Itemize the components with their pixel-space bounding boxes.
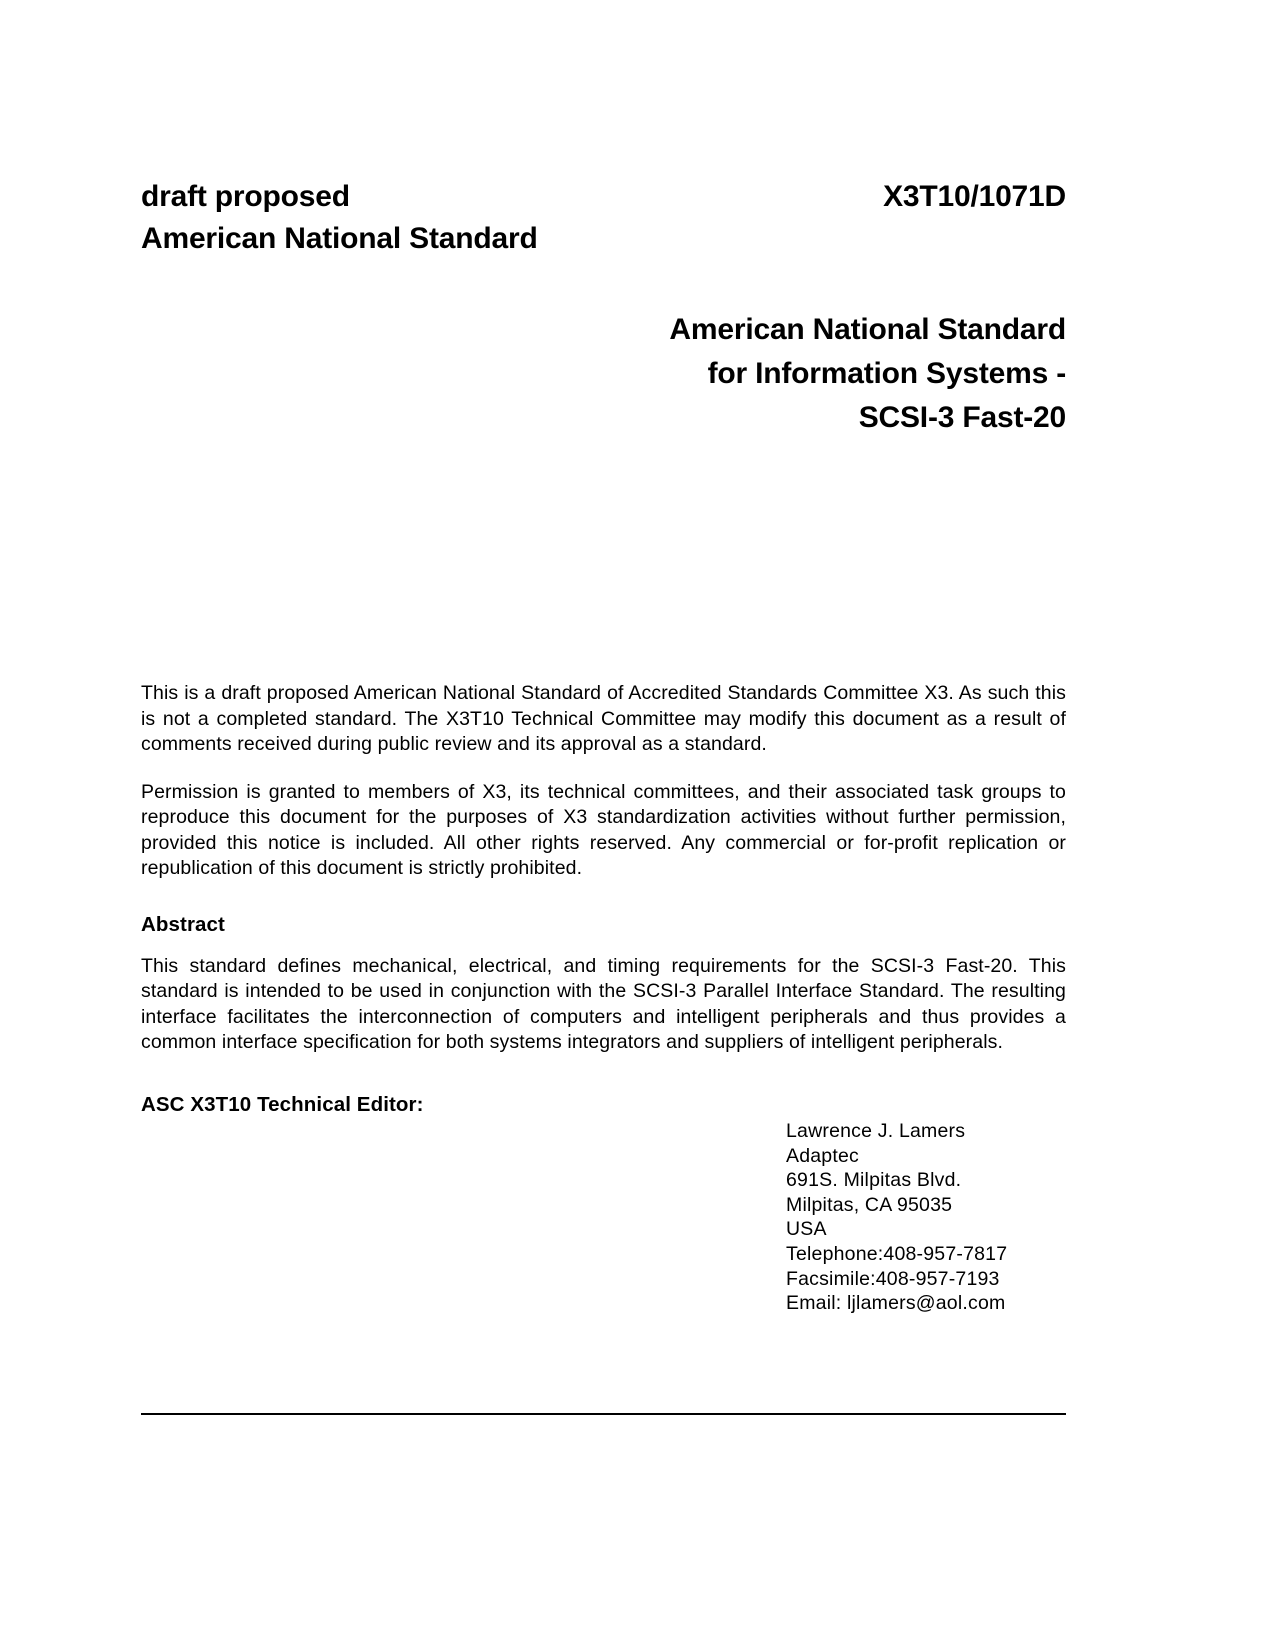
draft-kicker-line1: draft proposed: [141, 180, 350, 213]
page-title: [300, 308, 1066, 440]
abstract-heading: Abstract: [141, 912, 225, 936]
contact-country: USA: [786, 1218, 827, 1241]
contact-email: Email: ljlamers@aol.com: [786, 1292, 1006, 1315]
page-title-line2: for Information Systems -: [707, 357, 1066, 390]
contact-facsimile: Facsimile:408-957-7193: [786, 1267, 1000, 1290]
editor-contact-block: [786, 1119, 1007, 1316]
contact-telephone: Telephone:408-957-7817: [786, 1242, 1008, 1265]
contact-name: Lawrence J. Lamers: [786, 1120, 966, 1142]
draft-kicker-line2: American National Standard: [141, 222, 538, 255]
contact-city-state-zip: Milpitas, CA 95035: [786, 1193, 953, 1216]
body-column: [141, 681, 1066, 1118]
draft-kicker: [141, 176, 538, 260]
draft-notice-paragraph: This is a draft proposed American National Standard of Accredited Standards Committee X3. As such this is not a completed standard. The X3T10 Technical Committee may modify this document as a result of comments received during public review and its approval as a standard.: [141, 682, 1066, 755]
technical-editor-heading: ASC X3T10 Technical Editor:: [141, 1092, 424, 1116]
contact-street: 691S. Milpitas Blvd.: [786, 1169, 962, 1192]
abstract-paragraph: This standard defines mechanical, electrical, and timing requirements for the SCSI-3 Fast-20. This standard is intended to be used in conjunction with the SCSI-3 Parallel Interface Standard. The resulting interface facilitates the interconnection of computers and intelligent peripherals and thus provides a common interface specification for both systems integrators and suppliers of intelligent peripherals.: [141, 954, 1066, 1053]
header-top-line: [141, 176, 1066, 260]
permission-notice-paragraph: Permission is granted to members of X3, its technical committees, and their associated task groups to reproduce this document for the purposes of X3 standardization activities without further permission, provided this notice is included. All other rights reserved. Any commercial or for-profit replication or republication of this document is strictly prohibited.: [141, 780, 1066, 879]
document-header: [141, 176, 1066, 260]
footer-divider: [141, 1413, 1066, 1415]
page-title-line1: American National Standard: [669, 313, 1066, 346]
document-number: X3T10/1071D: [883, 180, 1066, 213]
page-title-line3: SCSI-3 Fast-20: [858, 401, 1066, 434]
contact-company: Adaptec: [786, 1144, 859, 1167]
